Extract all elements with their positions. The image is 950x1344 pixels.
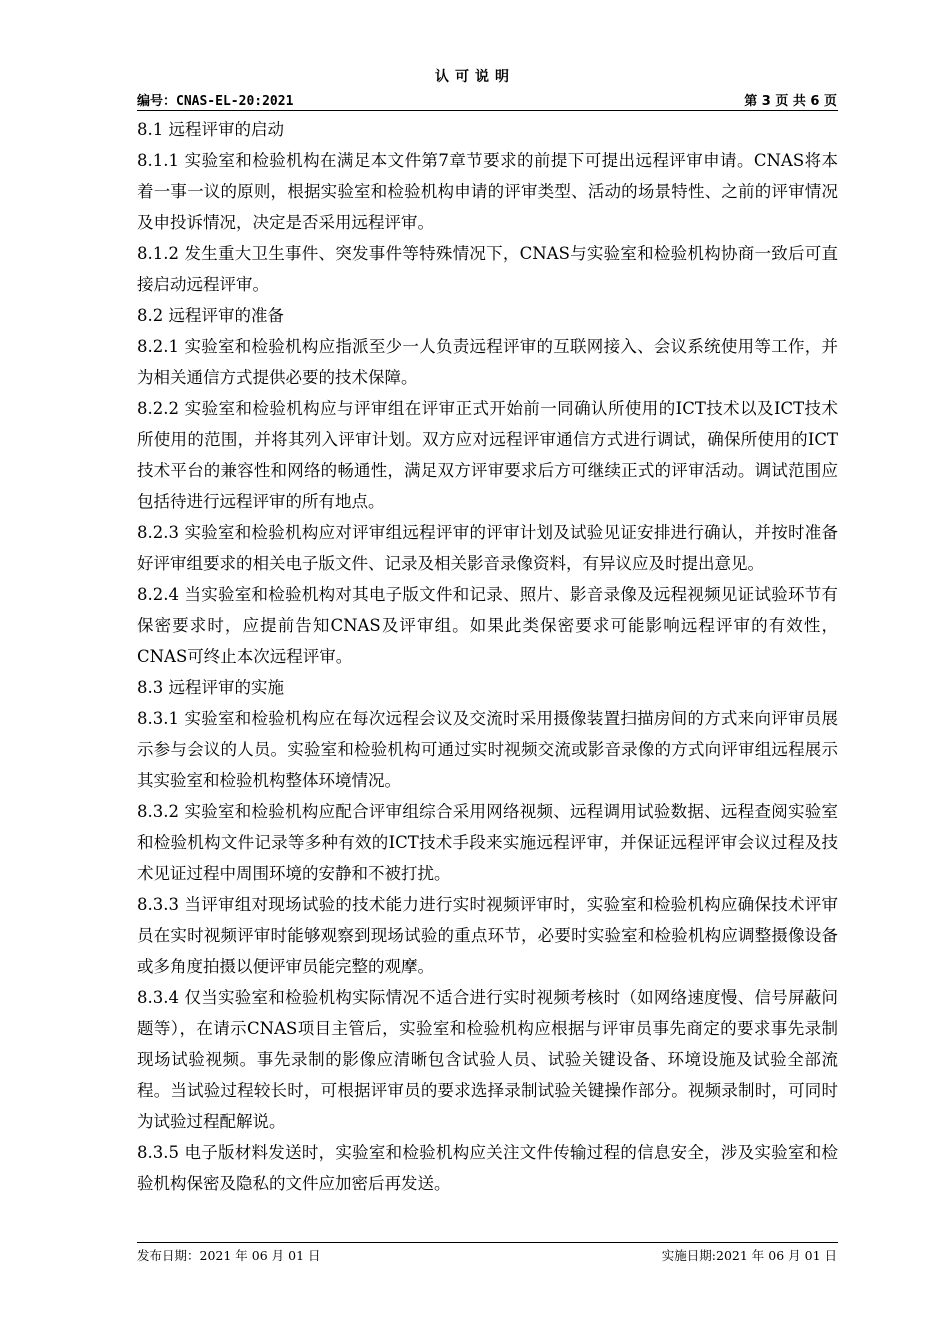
body-content: [137, 114, 838, 1199]
paragraph-8-3-3: 8.3.3 当评审组对现场试验的技术能力进行实时视频评审时，实验室和检验机构应确保技术评审员在实时视频评审时能够观察到现场试验的重点环节，必要时实验室和检验机构应调整摄像设备或多角度拍摄以便评审员能完整的观摩。: [137, 895, 838, 976]
section-heading-8-2: 8.2 远程评审的准备: [137, 306, 284, 325]
paragraph-8-3-4: 8.3.4 仅当实验室和检验机构实际情况不适合进行实时视频考核时（如网络速度慢、信号屏蔽问题等），在请示CNAS项目主管后，实验室和检验机构应根据与评审员事先商定的要求事先录制现场试验视频。事先录制的影像应清晰包含试验人员、试验关键设备、环境设施及试验全部流程。当试验过程较长时，可根据评审员的要求选择录制试验关键操作部分。视频录制时，可同时为试验过程配解说。: [137, 988, 838, 1131]
section-heading-8-3: 8.3 远程评审的实施: [137, 678, 284, 697]
paragraph-8-2-2: 8.2.2 实验室和检验机构应与评审组在评审正式开始前一同确认所使用的ICT技术以及ICT技术所使用的范围，并将其列入评审计划。双方应对远程评审通信方式进行调试，确保所使用的ICT技术平台的兼容性和网络的畅通性，满足双方评审要求后方可继续正式的评审活动。调试范围应包括待进行远程评审的所有地点。: [137, 399, 838, 511]
document-number: 编号：CNAS-EL-20:2021: [137, 94, 294, 109]
effective-date: 实施日期:2021 年 06 月 01 日: [661, 1248, 837, 1263]
header-divider: [137, 110, 838, 111]
paragraph-8-2-3: 8.2.3 实验室和检验机构应对评审组远程评审的评审计划及试验见证安排进行确认，并按时准备好评审组要求的相关电子版文件、记录及相关影音录像资料，有异议应及时提出意见。: [137, 523, 838, 573]
paragraph-8-3-1: 8.3.1 实验室和检验机构应在每次远程会议及交流时采用摄像装置扫描房间的方式来向评审员展示参与会议的人员。实验室和检验机构可通过实时视频交流或影音录像的方式向评审组远程展示其实验室和检验机构整体环境情况。: [137, 709, 838, 790]
paragraph-8-1-1: 8.1.1 实验室和检验机构在满足本文件第7章节要求的前提下可提出远程评审申请。CNAS将本着一事一议的原则，根据实验室和检验机构申请的评审类型、活动的场景特性、之前的评审情况及申投诉情况，决定是否采用远程评审。: [137, 151, 838, 232]
paragraph-8-3-2: 8.3.2 实验室和检验机构应配合评审组综合采用网络视频、远程调用试验数据、远程查阅实验室和检验机构文件记录等多种有效的ICT技术手段来实施远程评审，并保证远程评审会议过程及技术见证过程中周围环境的安静和不被打扰。: [137, 802, 838, 883]
paragraph-8-2-1: 8.2.1 实验室和检验机构应指派至少一人负责远程评审的互联网接入、会议系统使用等工作，并为相关通信方式提供必要的技术保障。: [137, 337, 838, 387]
paragraph-8-1-2: 8.1.2 发生重大卫生事件、突发事件等特殊情况下，CNAS与实验室和检验机构协商一致后可直接启动远程评审。: [137, 244, 838, 294]
paragraph-8-3-5: 8.3.5 电子版材料发送时，实验室和检验机构应关注文件传输过程的信息安全，涉及实验室和检验机构保密及隐私的文件应加密后再发送。: [137, 1143, 838, 1193]
issue-date: 发布日期：2021 年 06 月 01 日: [137, 1248, 321, 1263]
section-heading-8-1: 8.1 远程评审的启动: [137, 120, 284, 139]
header-title: 认可说明: [435, 69, 515, 85]
footer-divider: [137, 1242, 838, 1243]
page-indicator: 第 3 页 共 6 页: [744, 94, 837, 109]
paragraph-8-2-4: 8.2.4 当实验室和检验机构对其电子版文件和记录、照片、影音录像及远程视频见证试验环节有保密要求时，应提前告知CNAS及评审组。如果此类保密要求可能影响远程评审的有效性，CNAS可终止本次远程评审。: [137, 585, 838, 666]
